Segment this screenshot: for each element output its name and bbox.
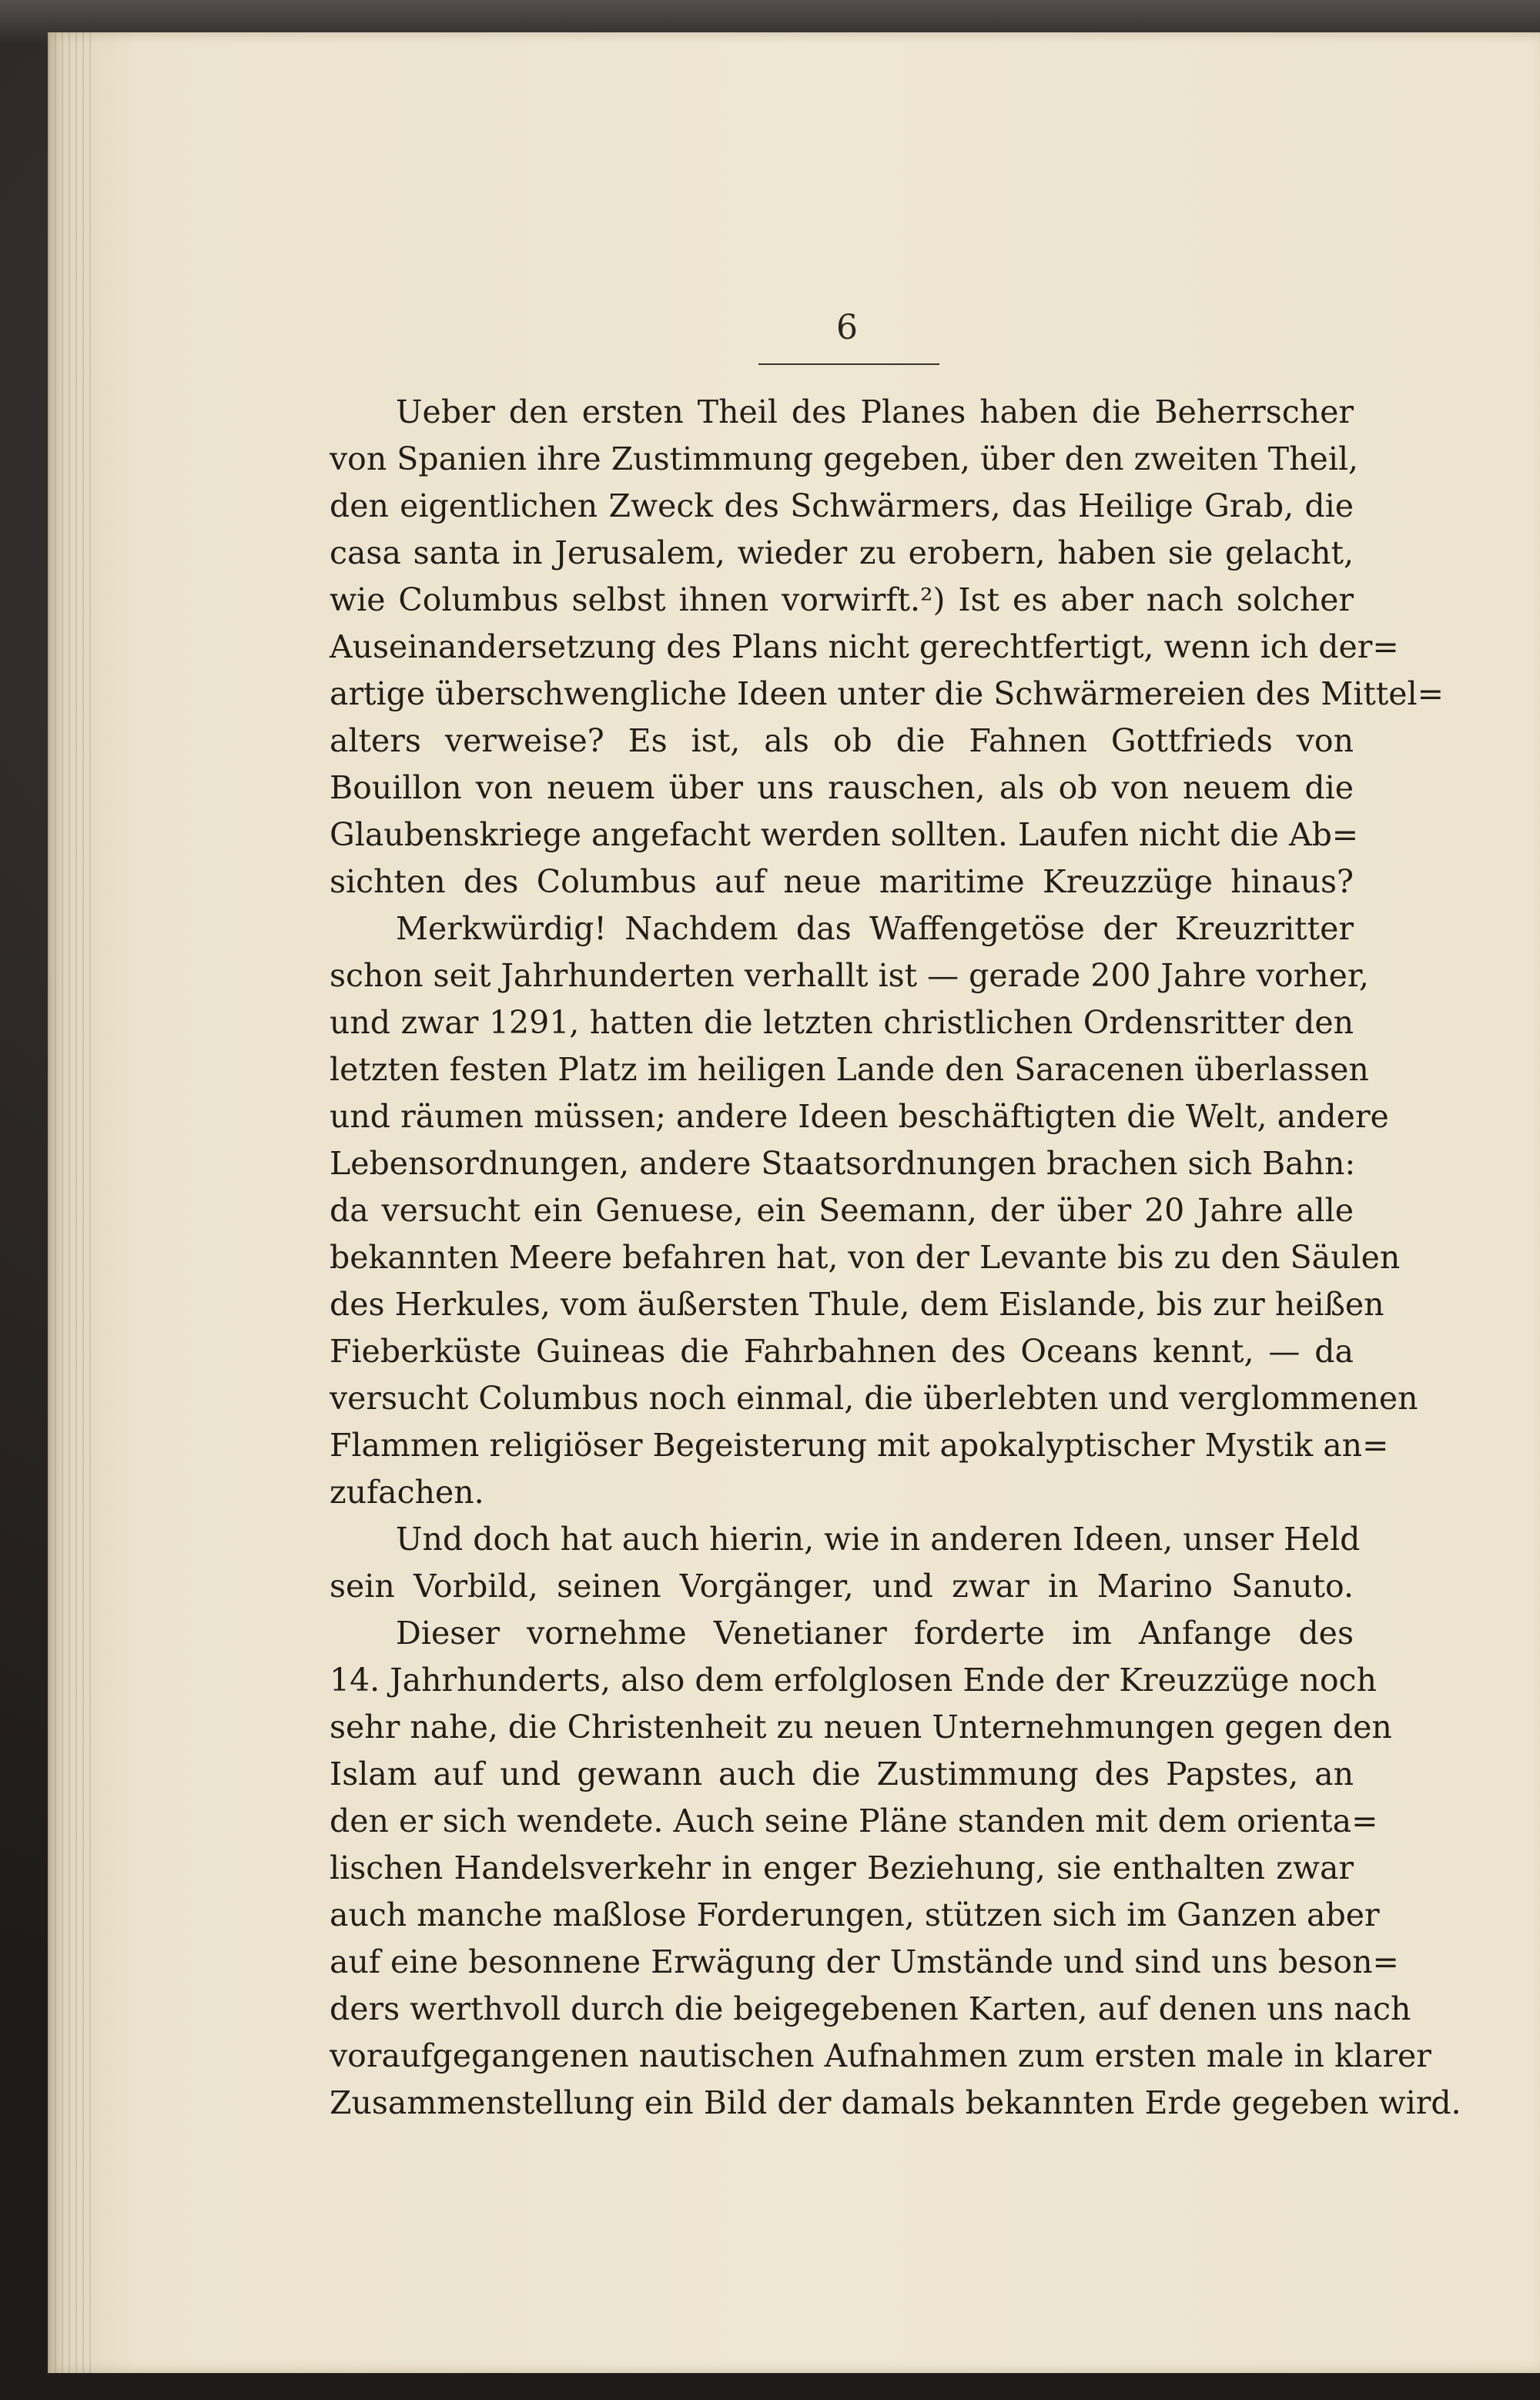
text-line: Ueber den ersten Theil des Planes haben die Beherrscher xyxy=(396,393,1354,430)
text-line: von Spanien ihre Zustimmung gegeben, über den zweiten Theil, xyxy=(330,440,1359,477)
text-line: lischen Handelsverkehr in enger Beziehung, sie enthalten zwar xyxy=(330,1849,1354,1886)
text-line: den er sich wendete. Auch seine Pläne standen mit dem orienta= xyxy=(330,1803,1378,1839)
body-text xyxy=(330,389,1461,2127)
text-line: da versucht ein Genuese, ein Seemann, der über 20 Jahre alle xyxy=(330,1192,1354,1229)
page-number: 6 xyxy=(836,308,858,347)
text-line: Dieser vornehme Venetianer forderte im Anfange des xyxy=(396,1615,1354,1652)
text-line: versucht Columbus noch einmal, die überlebten und verglommenen xyxy=(330,1380,1418,1417)
text-line: Lebensordnungen, andere Staatsordnungen brachen sich Bahn: xyxy=(330,1145,1356,1182)
text-line: Glaubenskriege angefacht werden sollten. Laufen nicht die Ab= xyxy=(330,816,1359,853)
header-rule xyxy=(758,363,939,365)
text-line: auch manche maßlose Forderungen, stützen sich im Ganzen aber xyxy=(330,1896,1380,1933)
text-line: sichten des Columbus auf neue maritime Kreuzzüge hinaus? xyxy=(330,863,1354,900)
text-line: Auseinandersetzung des Plans nicht gerechtfertigt, wenn ich der= xyxy=(330,628,1399,665)
text-line: des Herkules, vom äußersten Thule, dem Eislande, bis zur heißen xyxy=(330,1286,1384,1323)
text-line: 14. Jahrhunderts, also dem erfolglosen Ende der Kreuzzüge noch xyxy=(330,1662,1377,1699)
text-line: Fieberküste Guineas die Fahrbahnen des Oceans kennt, — da xyxy=(330,1333,1354,1370)
text-line: wie Columbus selbst ihnen vorwirft.²) Ist es aber nach solcher xyxy=(330,581,1354,618)
text-line: artige überschwengliche Ideen unter die Schwärmereien des Mittel= xyxy=(330,675,1445,712)
text-line: Zusammenstellung ein Bild der damals bekannten Erde gegeben wird. xyxy=(330,2084,1461,2121)
text-line: zufachen. xyxy=(330,1474,484,1511)
text-line: casa santa in Jerusalem, wieder zu erobern, haben sie gelacht, xyxy=(330,534,1354,571)
text-line: sehr nahe, die Christenheit zu neuen Unternehmungen gegen den xyxy=(330,1709,1392,1746)
text-line: bekannten Meere befahren hat, von der Levante bis zu den Säulen xyxy=(330,1239,1401,1276)
text-line: den eigentlichen Zweck des Schwärmers, das Heilige Grab, die xyxy=(330,487,1354,524)
text-line: ders werthvoll durch die beigegebenen Karten, auf denen uns nach xyxy=(330,1990,1411,2027)
text-line: und räumen müssen; andere Ideen beschäftigten die Welt, andere xyxy=(330,1098,1389,1135)
text-line: Bouillon von neuem über uns rauschen, als ob von neuem die xyxy=(330,769,1354,806)
text-line: sein Vorbild, seinen Vorgänger, und zwar in Marino Sanuto. xyxy=(330,1568,1354,1605)
text-line: Islam auf und gewann auch die Zustimmung des Papstes, an xyxy=(330,1756,1354,1792)
text-line: schon seit Jahrhunderten verhallt ist — gerade 200 Jahre vorher, xyxy=(330,957,1369,994)
text-line: Und doch hat auch hierin, wie in anderen Ideen, unser Held xyxy=(396,1521,1361,1558)
text-line: auf eine besonnene Erwägung der Umstände und sind uns beson= xyxy=(330,1943,1399,1980)
text-line: Flammen religiöser Begeisterung mit apokalyptischer Mystik an= xyxy=(330,1427,1389,1464)
text-line: voraufgegangenen nautischen Aufnahmen zum ersten male in klarer xyxy=(330,2037,1431,2074)
text-line: und zwar 1291, hatten die letzten christlichen Ordensritter den xyxy=(330,1004,1354,1041)
text-line: alters verweise? Es ist, als ob die Fahnen Gottfrieds von xyxy=(330,722,1354,759)
page-stack-edges xyxy=(48,32,94,2373)
text-line: Merkwürdig! Nachdem das Waffengetöse der Kreuzritter xyxy=(396,910,1354,947)
text-line: letzten festen Platz im heiligen Lande den Saracenen überlassen xyxy=(330,1051,1369,1088)
